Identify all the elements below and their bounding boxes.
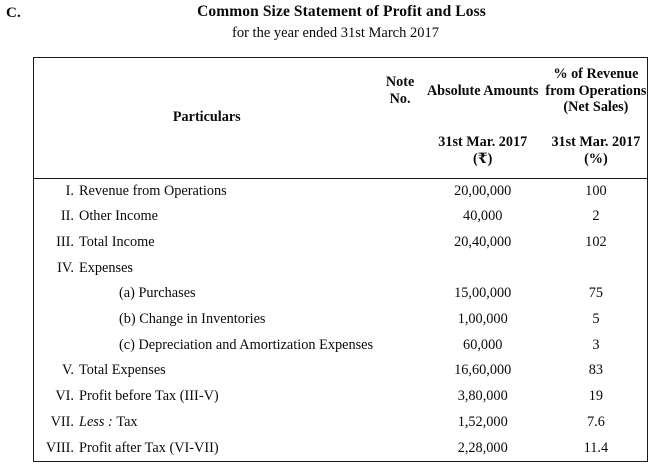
row-absolute-amount: 16,60,000 (454, 362, 512, 379)
subheader-absolute-line-2: (₹) (473, 150, 493, 167)
row-note-no (380, 307, 421, 333)
percent-revenue-line-2: from Operations (545, 82, 647, 99)
row-note-no (380, 435, 421, 461)
row-absolute-amount: 3,80,000 (457, 388, 508, 405)
table-row (34, 384, 647, 410)
table-header (34, 58, 647, 178)
subheader-percent (545, 124, 647, 178)
row-label: Expenses (79, 259, 133, 276)
row-label: Profit after Tax (VI-VII) (79, 439, 219, 456)
row-label: (b) Change in Inventories (119, 310, 266, 327)
row-label: Profit before Tax (III-V) (79, 388, 219, 405)
row-percent-of-revenue: 3 (592, 336, 600, 353)
row-note-no (380, 255, 421, 281)
row-label: Less : Tax (79, 413, 138, 430)
document-heading (0, 3, 665, 42)
row-label-prefix: Less : (79, 413, 117, 430)
row-absolute-amount: 1,00,000 (457, 310, 508, 327)
row-particulars (34, 358, 380, 384)
row-label: Revenue from Operations (79, 182, 227, 199)
row-percent-of-revenue (545, 255, 647, 281)
page-subtitle: for the year ended 31st March 2017 (232, 25, 439, 41)
row-number: III. (56, 233, 74, 250)
row-number: II. (60, 208, 74, 225)
row-particulars (34, 178, 380, 204)
row-number: I. (65, 182, 74, 199)
row-number: V. (61, 362, 74, 379)
row-number: VII. (50, 413, 74, 430)
row-label: Other Income (79, 208, 158, 225)
row-particulars (34, 307, 380, 333)
row-note-no (380, 229, 421, 255)
table-row (34, 178, 647, 204)
row-note-no (380, 409, 421, 435)
table-row (34, 332, 647, 358)
subheader-percent-line-2: (%) (584, 150, 608, 167)
table-row (34, 255, 647, 281)
row-absolute-amount: 20,40,000 (454, 233, 512, 250)
row-percent-of-revenue: 75 (588, 285, 604, 302)
row-particulars (34, 332, 380, 358)
row-label: Total Income (79, 233, 155, 250)
row-particulars (34, 384, 380, 410)
table-row (34, 281, 647, 307)
page-title: Common Size Statement of Profit and Loss (197, 3, 486, 20)
row-percent-of-revenue: 2 (592, 208, 600, 225)
row-note-no (380, 178, 421, 204)
row-note-no (380, 332, 421, 358)
table-row (34, 204, 647, 230)
note-no-line-2: No. (389, 91, 411, 107)
row-number: IV. (57, 259, 74, 276)
subheader-absolute-amounts (421, 124, 545, 178)
row-note-no (380, 204, 421, 230)
row-number: VIII. (45, 439, 74, 456)
column-header-absolute-amounts: Absolute Amounts (426, 82, 539, 99)
row-label: (c) Depreciation and Amortization Expenses (119, 336, 374, 353)
row-note-no (380, 358, 421, 384)
common-size-statement-table (33, 57, 648, 462)
row-absolute-amount: 15,00,000 (454, 285, 512, 302)
row-note-no (380, 281, 421, 307)
row-absolute-amount: 60,000 (463, 336, 503, 353)
row-particulars (34, 255, 380, 281)
note-no-line-1: Note (385, 74, 415, 91)
row-percent-of-revenue: 102 (585, 233, 607, 250)
row-percent-of-revenue: 5 (592, 310, 600, 327)
row-particulars (34, 204, 380, 230)
subheader-percent-line-1: 31st Mar. 2017 (551, 133, 641, 150)
row-percent-of-revenue: 19 (588, 388, 604, 405)
row-absolute-amount: 1,52,000 (457, 413, 508, 430)
section-label: C. (6, 5, 21, 21)
row-particulars (34, 229, 380, 255)
row-percent-of-revenue: 100 (585, 182, 607, 199)
row-absolute-amount: 2,28,000 (457, 439, 508, 456)
column-header-particulars: Particulars (172, 109, 241, 126)
table-row (34, 229, 647, 255)
row-absolute-amount (421, 255, 545, 281)
percent-revenue-line-1: % of Revenue (553, 65, 639, 82)
column-header-note-no (380, 58, 421, 124)
row-particulars (34, 435, 380, 461)
row-percent-of-revenue: 11.4 (583, 439, 609, 456)
note-no-subheader-spacer (380, 124, 421, 178)
table-row (34, 409, 647, 435)
row-label: (a) Purchases (119, 285, 196, 302)
row-absolute-amount: 20,00,000 (454, 182, 512, 199)
row-label: Total Expenses (79, 362, 166, 379)
table-body (34, 178, 647, 461)
table-row (34, 358, 647, 384)
subheader-absolute-line-1: 31st Mar. 2017 (438, 133, 528, 150)
row-percent-of-revenue: 7.6 (586, 413, 605, 430)
column-header-percent-of-revenue (545, 58, 647, 124)
row-note-no (380, 384, 421, 410)
row-percent-of-revenue: 83 (588, 362, 604, 379)
table-row (34, 307, 647, 333)
table-row (34, 435, 647, 461)
percent-revenue-line-3: (Net Sales) (563, 99, 629, 116)
row-particulars (34, 281, 380, 307)
row-absolute-amount: 40,000 (463, 208, 503, 225)
row-particulars (34, 409, 380, 435)
row-number: VI. (55, 388, 74, 405)
